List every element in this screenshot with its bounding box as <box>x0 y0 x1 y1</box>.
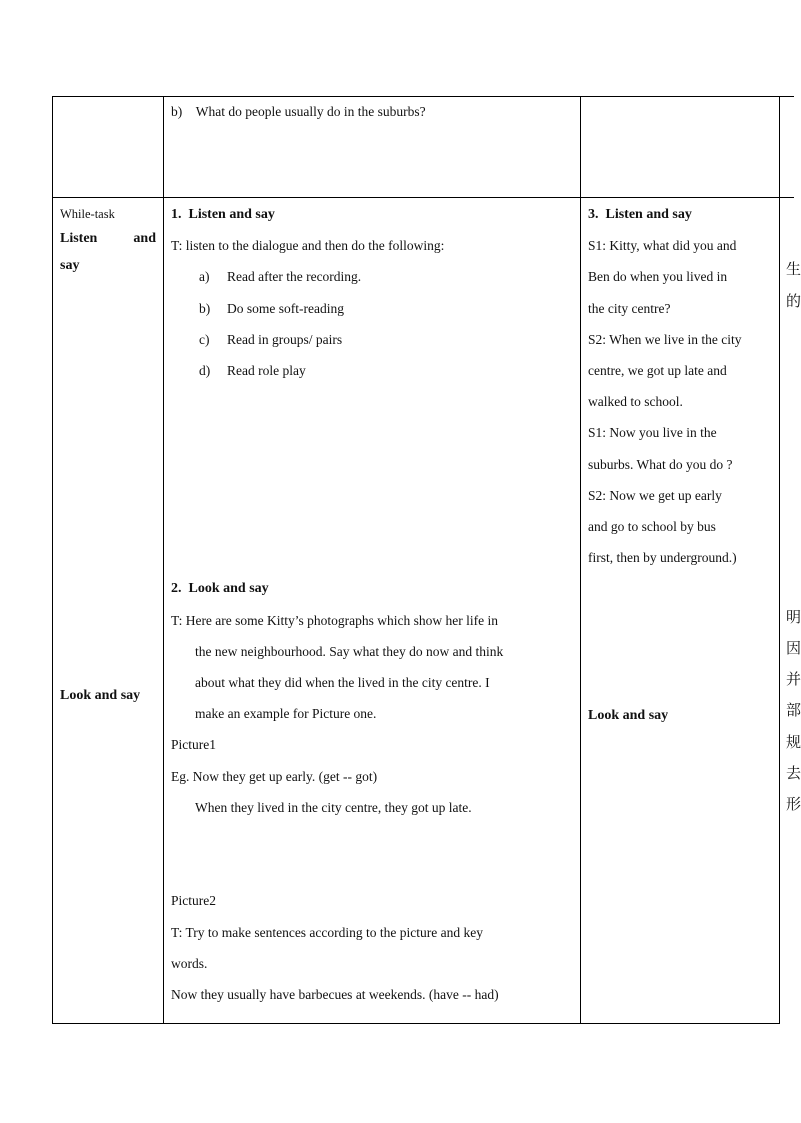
stage-and-word: and <box>133 231 156 246</box>
step-marker: c) <box>199 332 210 347</box>
dialogue-line: first, then by underground.) <box>588 550 737 565</box>
look-say-para-line: T: Here are some Kitty’s photographs which show her life in <box>171 613 498 628</box>
column-divider-3 <box>779 96 780 1024</box>
picture2-example: Now they usually have barbecues at weekends. (have -- had) <box>171 987 499 1002</box>
dialogue-line: S2: When we live in the city <box>588 332 742 347</box>
step-marker: b) <box>199 301 211 316</box>
clipped-char: 的 <box>786 294 801 310</box>
look-say-para-line: the new neighbourhood. Say what they do now and think <box>195 644 504 659</box>
picture1-label: Picture1 <box>171 737 216 752</box>
stage-say-word: say <box>60 258 80 273</box>
step-text: Read in groups/ pairs <box>227 332 343 347</box>
student-look-and-say: Look and say <box>588 708 669 723</box>
step-marker: a) <box>199 269 210 284</box>
dialogue-line: S1: Kitty, what did you and <box>588 238 737 253</box>
row1-item-b: b) What do people usually do in the suburbs? <box>171 104 426 119</box>
clipped-char: 因 <box>786 641 801 657</box>
clipped-char: 并 <box>786 672 801 688</box>
example-line: Eg. Now they get up early. (get -- got) <box>171 769 378 784</box>
student-heading-listen-and-say: 3. Listen and say <box>588 207 692 222</box>
step-marker: d) <box>199 363 211 378</box>
clipped-char: 明 <box>786 610 801 626</box>
section-heading-listen-and-say: 1. Listen and say <box>171 207 275 222</box>
picture2-instruction: T: Try to make sentences according to the picture and key <box>171 925 483 940</box>
dialogue-line: S2: Now we get up early <box>588 488 722 503</box>
picture2-instruction-cont: words. <box>171 956 208 971</box>
dialogue-line: centre, we got up late and <box>588 363 727 378</box>
stage-listen-word: Listen <box>60 231 98 246</box>
clipped-char: 规 <box>786 735 801 751</box>
dialogue-line: suburbs. What do you do ? <box>588 457 733 472</box>
column-divider-1 <box>163 96 164 1024</box>
clipped-char: 生 <box>786 262 801 278</box>
listen-instruction: T: listen to the dialogue and then do the following: <box>171 238 445 253</box>
column-divider-2 <box>580 96 581 1024</box>
section-heading-look-and-say: 2. Look and say <box>171 581 269 596</box>
clipped-char: 形 <box>786 797 801 813</box>
dialogue-line: walked to school. <box>588 394 683 409</box>
step-text: Do some soft-reading <box>227 301 344 316</box>
clipped-char: 部 <box>786 703 801 719</box>
dialogue-line: the city centre? <box>588 301 671 316</box>
look-say-para-line: make an example for Picture one. <box>195 706 377 721</box>
example-line-2: When they lived in the city centre, they got up late. <box>195 800 472 815</box>
dialogue-line: Ben do when you lived in <box>588 269 728 284</box>
step-text: Read after the recording. <box>227 269 362 284</box>
dialogue-line: and go to school by bus <box>588 519 716 534</box>
dialogue-line: S1: Now you live in the <box>588 425 717 440</box>
stage-listen-and <box>60 231 156 247</box>
step-text: Read role play <box>227 363 306 378</box>
stage-look-and-say: Look and say <box>60 688 141 703</box>
table-left-border <box>52 96 53 1024</box>
table-bottom-border <box>52 1023 780 1024</box>
look-say-para-line: about what they did when the lived in the city centre. I <box>195 675 490 690</box>
picture2-label: Picture2 <box>171 893 216 908</box>
clipped-char: 去 <box>786 766 801 782</box>
stage-while-task: While-task <box>60 207 115 221</box>
